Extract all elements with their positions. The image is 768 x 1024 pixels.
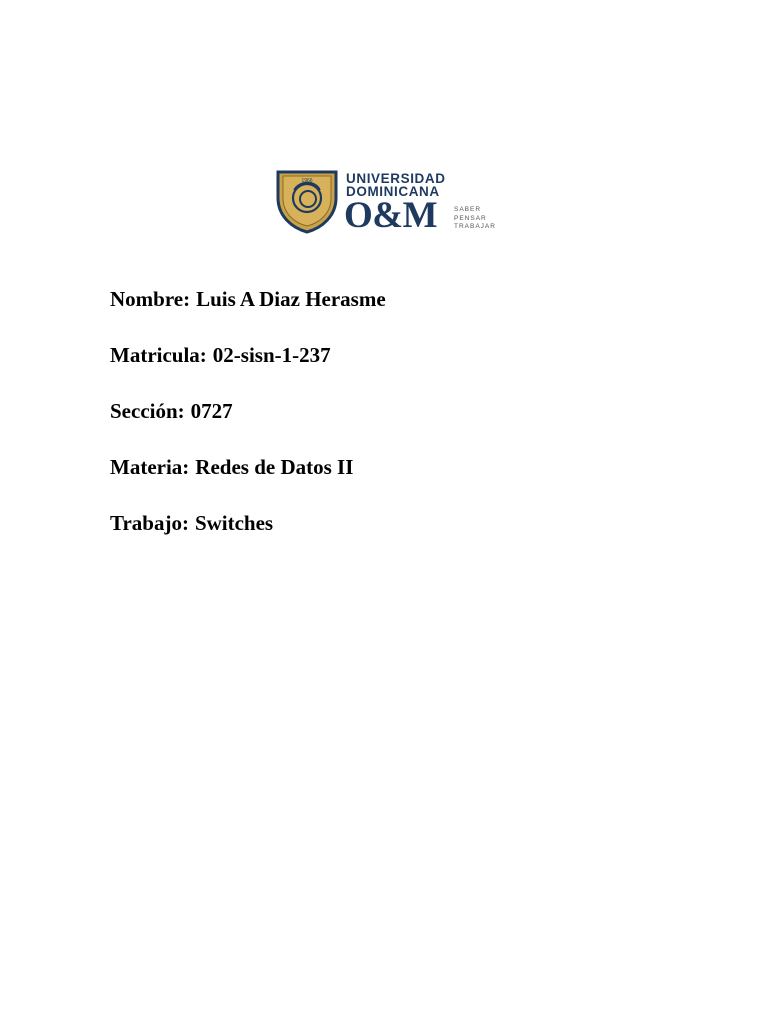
motto-word: SABER <box>454 206 482 213</box>
field-materia <box>110 454 353 480</box>
field-value: 02-sisn-1-237 <box>212 343 331 367</box>
field-nombre <box>110 286 386 312</box>
field-seccion <box>110 398 233 424</box>
motto-word: PENSAR <box>454 214 487 222</box>
field-trabajo <box>110 510 273 536</box>
logo-motto <box>454 206 496 232</box>
seal-year: 1966 <box>301 178 313 184</box>
university-logo <box>274 168 504 238</box>
field-label: Nombre: <box>110 287 191 311</box>
logo-brand: O&M <box>344 195 438 236</box>
field-value: 0727 <box>190 399 233 423</box>
logo-line-1: UNIVERSIDAD <box>346 171 446 186</box>
field-label: Materia: <box>110 455 190 479</box>
field-value: Luis A Diaz Herasme <box>196 287 386 311</box>
field-label: Sección: <box>110 399 185 423</box>
field-value: Switches <box>194 511 274 535</box>
shield-crest-icon <box>274 168 340 234</box>
field-label: Trabajo: <box>110 511 189 535</box>
field-value: Redes de Datos II <box>195 455 354 479</box>
field-matricula <box>110 342 331 368</box>
logo-line-2: DOMINICANA <box>346 184 440 199</box>
motto-word: TRABAJAR <box>454 223 496 230</box>
field-label: Matricula: <box>110 343 207 367</box>
